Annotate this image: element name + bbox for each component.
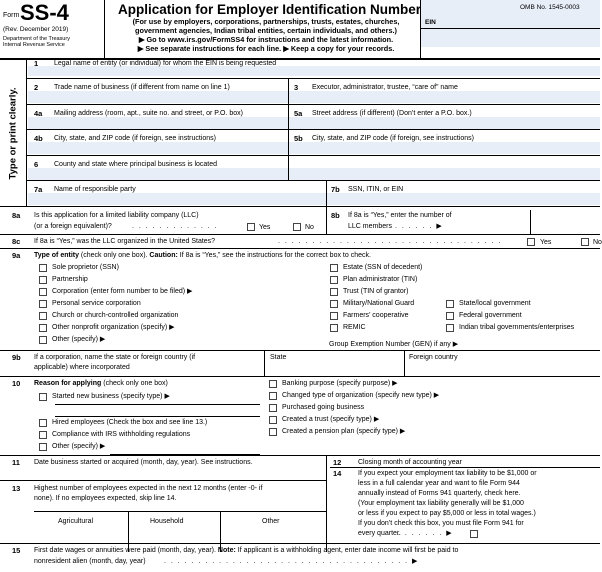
us-organized-yes-checkbox[interactable] (527, 238, 535, 246)
entity-federal-government-checkbox[interactable] (446, 312, 454, 320)
entity-plan-administrator-tin-checkbox[interactable] (330, 276, 338, 284)
llc-yes-checkbox[interactable] (247, 223, 255, 231)
line-14-text-row: If you expect your employment tax liability to be $1,000 or (358, 470, 537, 477)
reason-started-new-business-specify-type-checkbox[interactable] (39, 393, 47, 401)
entity-sole-proprietor-ssn-label: Sole proprietor (SSN) (52, 264, 119, 271)
entity-state-local-government-label: State/local government (459, 300, 531, 307)
entity-state-local-government-checkbox[interactable] (446, 300, 454, 308)
reason-compliance-with-irs-withholding-regulati-checkbox[interactable] (39, 431, 47, 439)
line-5b-label: City, state, and ZIP code (if foreign, see instructions) (312, 135, 474, 142)
line-6-num: 6 (34, 160, 39, 169)
line-12-num: 12 (333, 458, 342, 467)
line-14-num: 14 (333, 469, 342, 478)
entity-remic-label: REMIC (343, 324, 366, 331)
line-2-num: 2 (34, 83, 39, 92)
entity-indian-tribal-governments-enterprises-checkbox[interactable] (446, 324, 454, 332)
entity-estate-ssn-of-decedent-checkbox[interactable] (330, 264, 338, 272)
entity-personal-service-corporation-checkbox[interactable] (39, 300, 47, 308)
entity-estate-ssn-of-decedent-label: Estate (SSN of decedent) (343, 264, 423, 271)
line-8a-label-1: Is this application for a limited liability company (LLC) (34, 212, 199, 219)
line-8b-label-1: If 8a is “Yes,” enter the number of (348, 212, 452, 219)
omb-number: OMB No. 1545-0003 (520, 4, 580, 11)
line-4a-label: Mailing address (room, apt., suite no. and street, or P.O. box) (54, 110, 243, 117)
line-7a-label: Name of responsible party (54, 186, 136, 193)
entity-farmers-cooperative-checkbox[interactable] (330, 312, 338, 320)
city-state-zip-field[interactable] (28, 143, 288, 154)
line-14-text-row: less in a full calendar year and want to file Form 944 (358, 480, 520, 487)
line-10-header: Reason for applying (check only one box) (34, 380, 168, 387)
state-field[interactable] (266, 363, 402, 375)
reason-created-a-pension-plan-specify-type-checkbox[interactable] (269, 428, 277, 436)
line-14-text-row: or less if you expect to pay $5,000 or less in total wages.) (358, 510, 536, 517)
line-9a-num: 9a (12, 251, 21, 260)
line-11-num: 11 (12, 458, 20, 467)
trade-name-field[interactable] (28, 92, 288, 103)
line-14-text-row: every quarter. (358, 530, 401, 537)
reason-banking-purpose-specify-purpose-label: Banking purpose (specify purpose) ▶ (282, 380, 398, 387)
line-1-label: Legal name of entity (or individual) for whom the EIN is being requested (54, 60, 277, 67)
responsible-party-field[interactable] (28, 194, 326, 205)
entity-indian-tribal-governments-enterprises-label: Indian tribal governments/enterprises (459, 324, 575, 331)
reason-changed-type-of-organization-specify-new-checkbox[interactable] (269, 392, 277, 400)
entity-military-national-guard-checkbox[interactable] (330, 300, 338, 308)
reason-banking-purpose-specify-purpose-checkbox[interactable] (269, 380, 277, 388)
side-label-container (4, 60, 24, 206)
line-5a-label: Street address (if different) (Don’t enter a P.O. box.) (312, 110, 472, 117)
form-944-checkbox[interactable] (470, 530, 478, 538)
street-address-field[interactable] (290, 118, 600, 129)
page-title: Application for Employer Identification Number (118, 2, 422, 17)
entity-corporation-enter-form-number-to-be-file-checkbox[interactable] (39, 288, 47, 296)
reason-created-a-pension-plan-specify-type-label: Created a pension plan (specify type) ▶ (282, 428, 406, 435)
line-14-text-row: If you don’t check this box, you must file Form 941 for (358, 520, 524, 527)
irs-service: Internal Revenue Service (3, 42, 65, 48)
entity-church-or-church-controlled-organization-checkbox[interactable] (39, 312, 47, 320)
reason-compliance-with-irs-withholding-regulati-label: Compliance with IRS withholding regulations (52, 431, 191, 438)
line-10-num: 10 (12, 379, 21, 388)
ein-field[interactable] (420, 28, 600, 47)
us-organized-yes-label: Yes (540, 239, 552, 246)
entity-personal-service-corporation-label: Personal service corporation (52, 300, 141, 307)
side-label: Type or print clearly. (7, 86, 19, 180)
line-7b-num: 7b (331, 185, 340, 194)
line-8a-num: 8a (12, 211, 21, 220)
subtitle-1: (For use by employers, corporations, partnerships, trusts, estates, churches, (132, 17, 400, 26)
reason-other-specify-label: Other (specify) ▶ (52, 443, 106, 450)
entity-farmers-cooperative-label: Farmers’ cooperative (343, 312, 409, 319)
llc-no-label: No (305, 224, 314, 231)
llc-members-field[interactable] (531, 212, 600, 233)
line-8b-num: 8b (331, 211, 340, 220)
subtitle-3: ▶ Go to www.irs.gov/FormSS4 for instructions and the latest information. (138, 35, 394, 44)
line-9b-label-1: If a corporation, name the state or foreign country (if (34, 354, 196, 361)
entity-remic-checkbox[interactable] (330, 324, 338, 332)
entity-other-specify-label: Other (specify) ▶ (52, 336, 106, 343)
care-of-field[interactable] (290, 92, 600, 103)
entity-other-nonprofit-organization-specify-label: Other nonprofit organization (specify) ▶ (52, 324, 175, 331)
mailing-address-field[interactable] (28, 118, 288, 129)
entity-military-national-guard-label: Military/National Guard (343, 300, 415, 307)
form-label: Form (3, 12, 20, 19)
street-city-state-zip-field[interactable] (290, 143, 600, 154)
llc-no-checkbox[interactable] (293, 223, 301, 231)
line-9b-label-2: applicable) where incorporated (34, 364, 130, 371)
entity-plan-administrator-tin-label: Plan administrator (TIN) (343, 276, 418, 283)
line-8b-label-2: LLC members (348, 223, 392, 230)
county-state-field[interactable] (28, 169, 600, 180)
ein-label: EIN (425, 19, 436, 26)
reason-other-specify-checkbox[interactable] (39, 443, 47, 451)
us-organized-no-label: No (593, 239, 602, 246)
household-label: Household (150, 518, 184, 525)
entity-federal-government-label: Federal government (459, 312, 522, 319)
line-13-label-1: Highest number of employees expected in the next 12 months (enter -0- if (34, 485, 263, 492)
revision: (Rev. December 2019) (3, 26, 69, 33)
line-7a-num: 7a (34, 185, 43, 194)
line-15-label-2: nonresident alien (month, day, year) (34, 558, 146, 565)
legal-name-field[interactable] (28, 67, 600, 77)
us-organized-no-checkbox[interactable] (581, 238, 589, 246)
line-3-label: Executor, administrator, trustee, “care of” name (312, 84, 458, 91)
entity-partnership-checkbox[interactable] (39, 276, 47, 284)
reason-purchased-going-business-checkbox[interactable] (269, 404, 277, 412)
line-13-num: 13 (12, 484, 21, 493)
entity-other-specify-checkbox[interactable] (39, 336, 47, 344)
state-label: State (270, 354, 287, 361)
line-4b-num: 4b (34, 134, 43, 143)
agricultural-label: Agricultural (58, 518, 94, 525)
line-8c-label: If 8a is “Yes,” was the LLC organized in the United States? (34, 238, 216, 245)
line-13-label-2: none). If no employees expected, skip line 14. (34, 495, 177, 502)
line-6-label: County and state where principal business is located (54, 161, 218, 168)
line-1-num: 1 (34, 59, 39, 68)
subtitle-2: government agencies, Indian tribal entities, certain individuals, and others.) (135, 26, 397, 35)
form-number: SS-4 (20, 0, 69, 25)
department: Department of the Treasury (3, 36, 70, 42)
line-15-num: 15 (12, 546, 21, 555)
line-14-text-row: (Your employment tax liability generally will be $1,000 (358, 500, 524, 507)
reason-purchased-going-business-label: Purchased going business (282, 404, 365, 411)
other-employees-label: Other (262, 518, 280, 525)
line-8c-num: 8c (12, 237, 21, 246)
entity-trust-tin-of-grantor-label: Trust (TIN of grantor) (343, 288, 409, 295)
line-15-label-1: First date wages or annuities were paid (month, day, year). Note: If applicant is a withholding agent, enter date income will first be paid to (34, 547, 459, 554)
first-wages-date-field[interactable] (440, 552, 600, 570)
foreign-country-label: Foreign country (409, 354, 458, 361)
reason-hired-employees-check-the-box-and-see-li-checkbox[interactable] (39, 419, 47, 427)
entity-church-or-church-controlled-organization-label: Church or church-controlled organization (52, 312, 179, 319)
date-started-field[interactable] (34, 468, 324, 480)
reason-created-a-trust-specify-type-checkbox[interactable] (269, 416, 277, 424)
foreign-country-field[interactable] (406, 363, 600, 375)
line-4b-label: City, state, and ZIP code (if foreign, see instructions) (54, 135, 216, 142)
line-7b-label: SSN, ITIN, or EIN (348, 186, 404, 193)
line-8a-label-2: (or a foreign equivalent)? (34, 223, 112, 230)
entity-other-nonprofit-organization-specify-checkbox[interactable] (39, 324, 47, 332)
reason-started-new-business-specify-type-label: Started new business (specify type) ▶ (52, 393, 170, 400)
llc-yes-label: Yes (259, 224, 271, 231)
line-5b-num: 5b (294, 134, 303, 143)
entity-trust-tin-of-grantor-checkbox[interactable] (330, 288, 338, 296)
entity-sole-proprietor-ssn-checkbox[interactable] (39, 264, 47, 272)
reason-hired-employees-check-the-box-and-see-li-label: Hired employees (Check the box and see line 13.) (52, 419, 208, 426)
line-2-label: Trade name of business (if different from name on line 1) (54, 84, 230, 91)
line-9a-header: Type of entity (check only one box). Caution: If 8a is “Yes,” see the instructions for the correct box to check. (34, 252, 371, 259)
line-12-label: Closing month of accounting year (358, 459, 462, 466)
line-14-text-row: annually instead of Forms 941 quarterly, check here. (358, 490, 521, 497)
ssn-itin-ein-field[interactable] (328, 194, 600, 205)
line-11-label: Date business started or acquired (month, day, year). See instructions. (34, 459, 253, 466)
line-3-num: 3 (294, 83, 299, 92)
group-exemption-label: Group Exemption Number (GEN) if any ▶ (329, 341, 459, 348)
entity-partnership-label: Partnership (52, 276, 88, 283)
entity-corporation-enter-form-number-to-be-file-label: Corporation (enter form number to be filed) ▶ (52, 288, 193, 295)
subtitle-4: ▶ See separate instructions for each line. ▶ Keep a copy for your records. (137, 44, 395, 53)
line-5a-num: 5a (294, 109, 303, 118)
line-9b-num: 9b (12, 353, 21, 362)
line-4a-num: 4a (34, 109, 43, 118)
reason-changed-type-of-organization-specify-new-label: Changed type of organization (specify new type) ▶ (282, 392, 440, 399)
reason-created-a-trust-specify-type-label: Created a trust (specify type) ▶ (282, 416, 380, 423)
